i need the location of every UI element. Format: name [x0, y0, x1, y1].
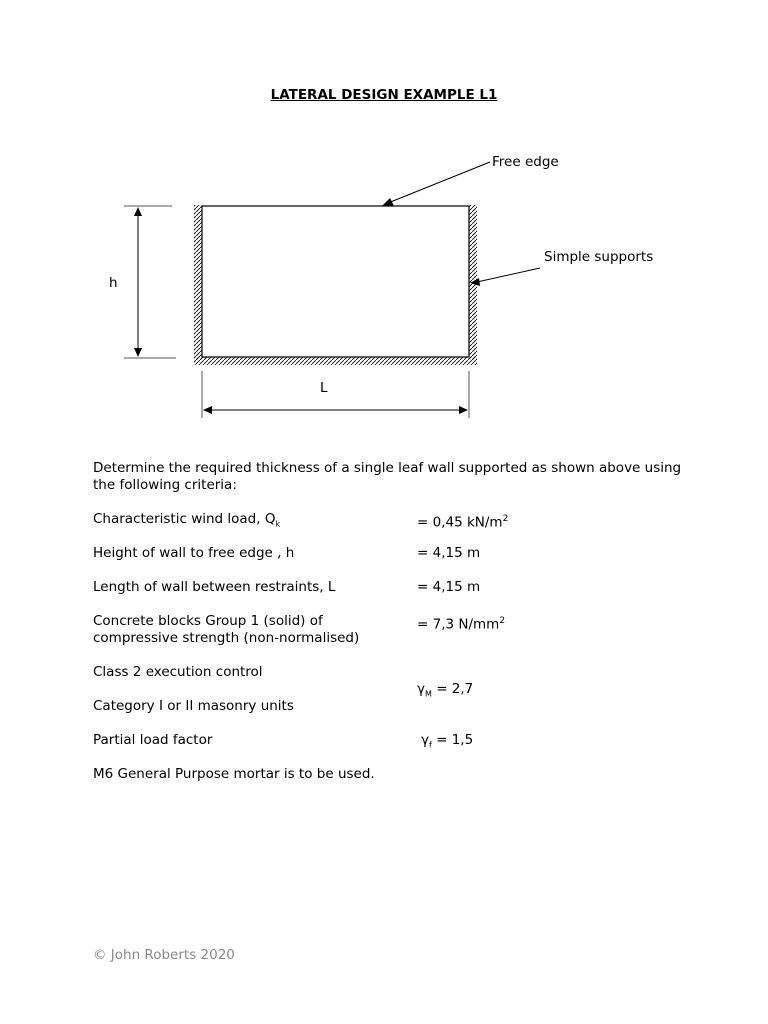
height-arrow-bottom: [134, 348, 142, 357]
wall-height-value: = 4,15 m: [417, 545, 481, 561]
height-symbol: h: [109, 275, 118, 291]
length-symbol: L: [320, 380, 328, 396]
simple-supports-label: Simple supports: [544, 249, 654, 265]
partial-load-factor-label: Partial load factor: [93, 732, 213, 748]
left-support-hatch: [194, 205, 202, 360]
gamma-m-value: $\gamma_M = 2,7$: [417, 681, 474, 699]
free-edge-label: Free edge: [492, 154, 559, 170]
gamma-f-value: $\gamma_f = 1,5$: [421, 732, 474, 750]
blocks-strength-value: = 7,3 $N/mm^2$: [417, 616, 506, 633]
execution-class-label: Class 2 execution control: [93, 664, 263, 680]
masonry-category-label: Category I or II masonry units: [93, 698, 294, 714]
wall-length-label: Length of wall between restraints, L: [93, 579, 336, 595]
wall-length-value: = 4,15 m: [417, 579, 481, 595]
wall-panel: [202, 206, 469, 357]
copyright-footer: © John Roberts 2020: [93, 947, 235, 963]
free-edge-arrow: [382, 198, 394, 206]
height-arrow-top: [134, 207, 142, 216]
wind-load-label: Characteristic wind load, $Q_k$: [93, 511, 281, 529]
blocks-label-line2: compressive strength (non-normalised): [93, 630, 360, 646]
blocks-label-line1: Concrete blocks Group 1 (solid) of: [93, 613, 323, 629]
wind-load-value: = 0,45 $kN/m^2$: [417, 514, 509, 531]
mortar-note: M6 General Purpose mortar is to be used.: [93, 766, 375, 782]
wall-diagram: [0, 0, 768, 440]
intro-text: Determine the required thickness of a single leaf wall supported as shown above using the following criteria:: [93, 460, 682, 493]
page-title: LATERAL DESIGN EXAMPLE L1: [270, 87, 498, 103]
length-arrow-right: [459, 406, 468, 414]
length-arrow-left: [203, 406, 212, 414]
base-support-hatch: [194, 357, 477, 365]
wall-height-label: Height of wall to free edge , h: [93, 545, 295, 561]
free-edge-leader: [388, 162, 490, 203]
supports-leader: [477, 268, 540, 282]
